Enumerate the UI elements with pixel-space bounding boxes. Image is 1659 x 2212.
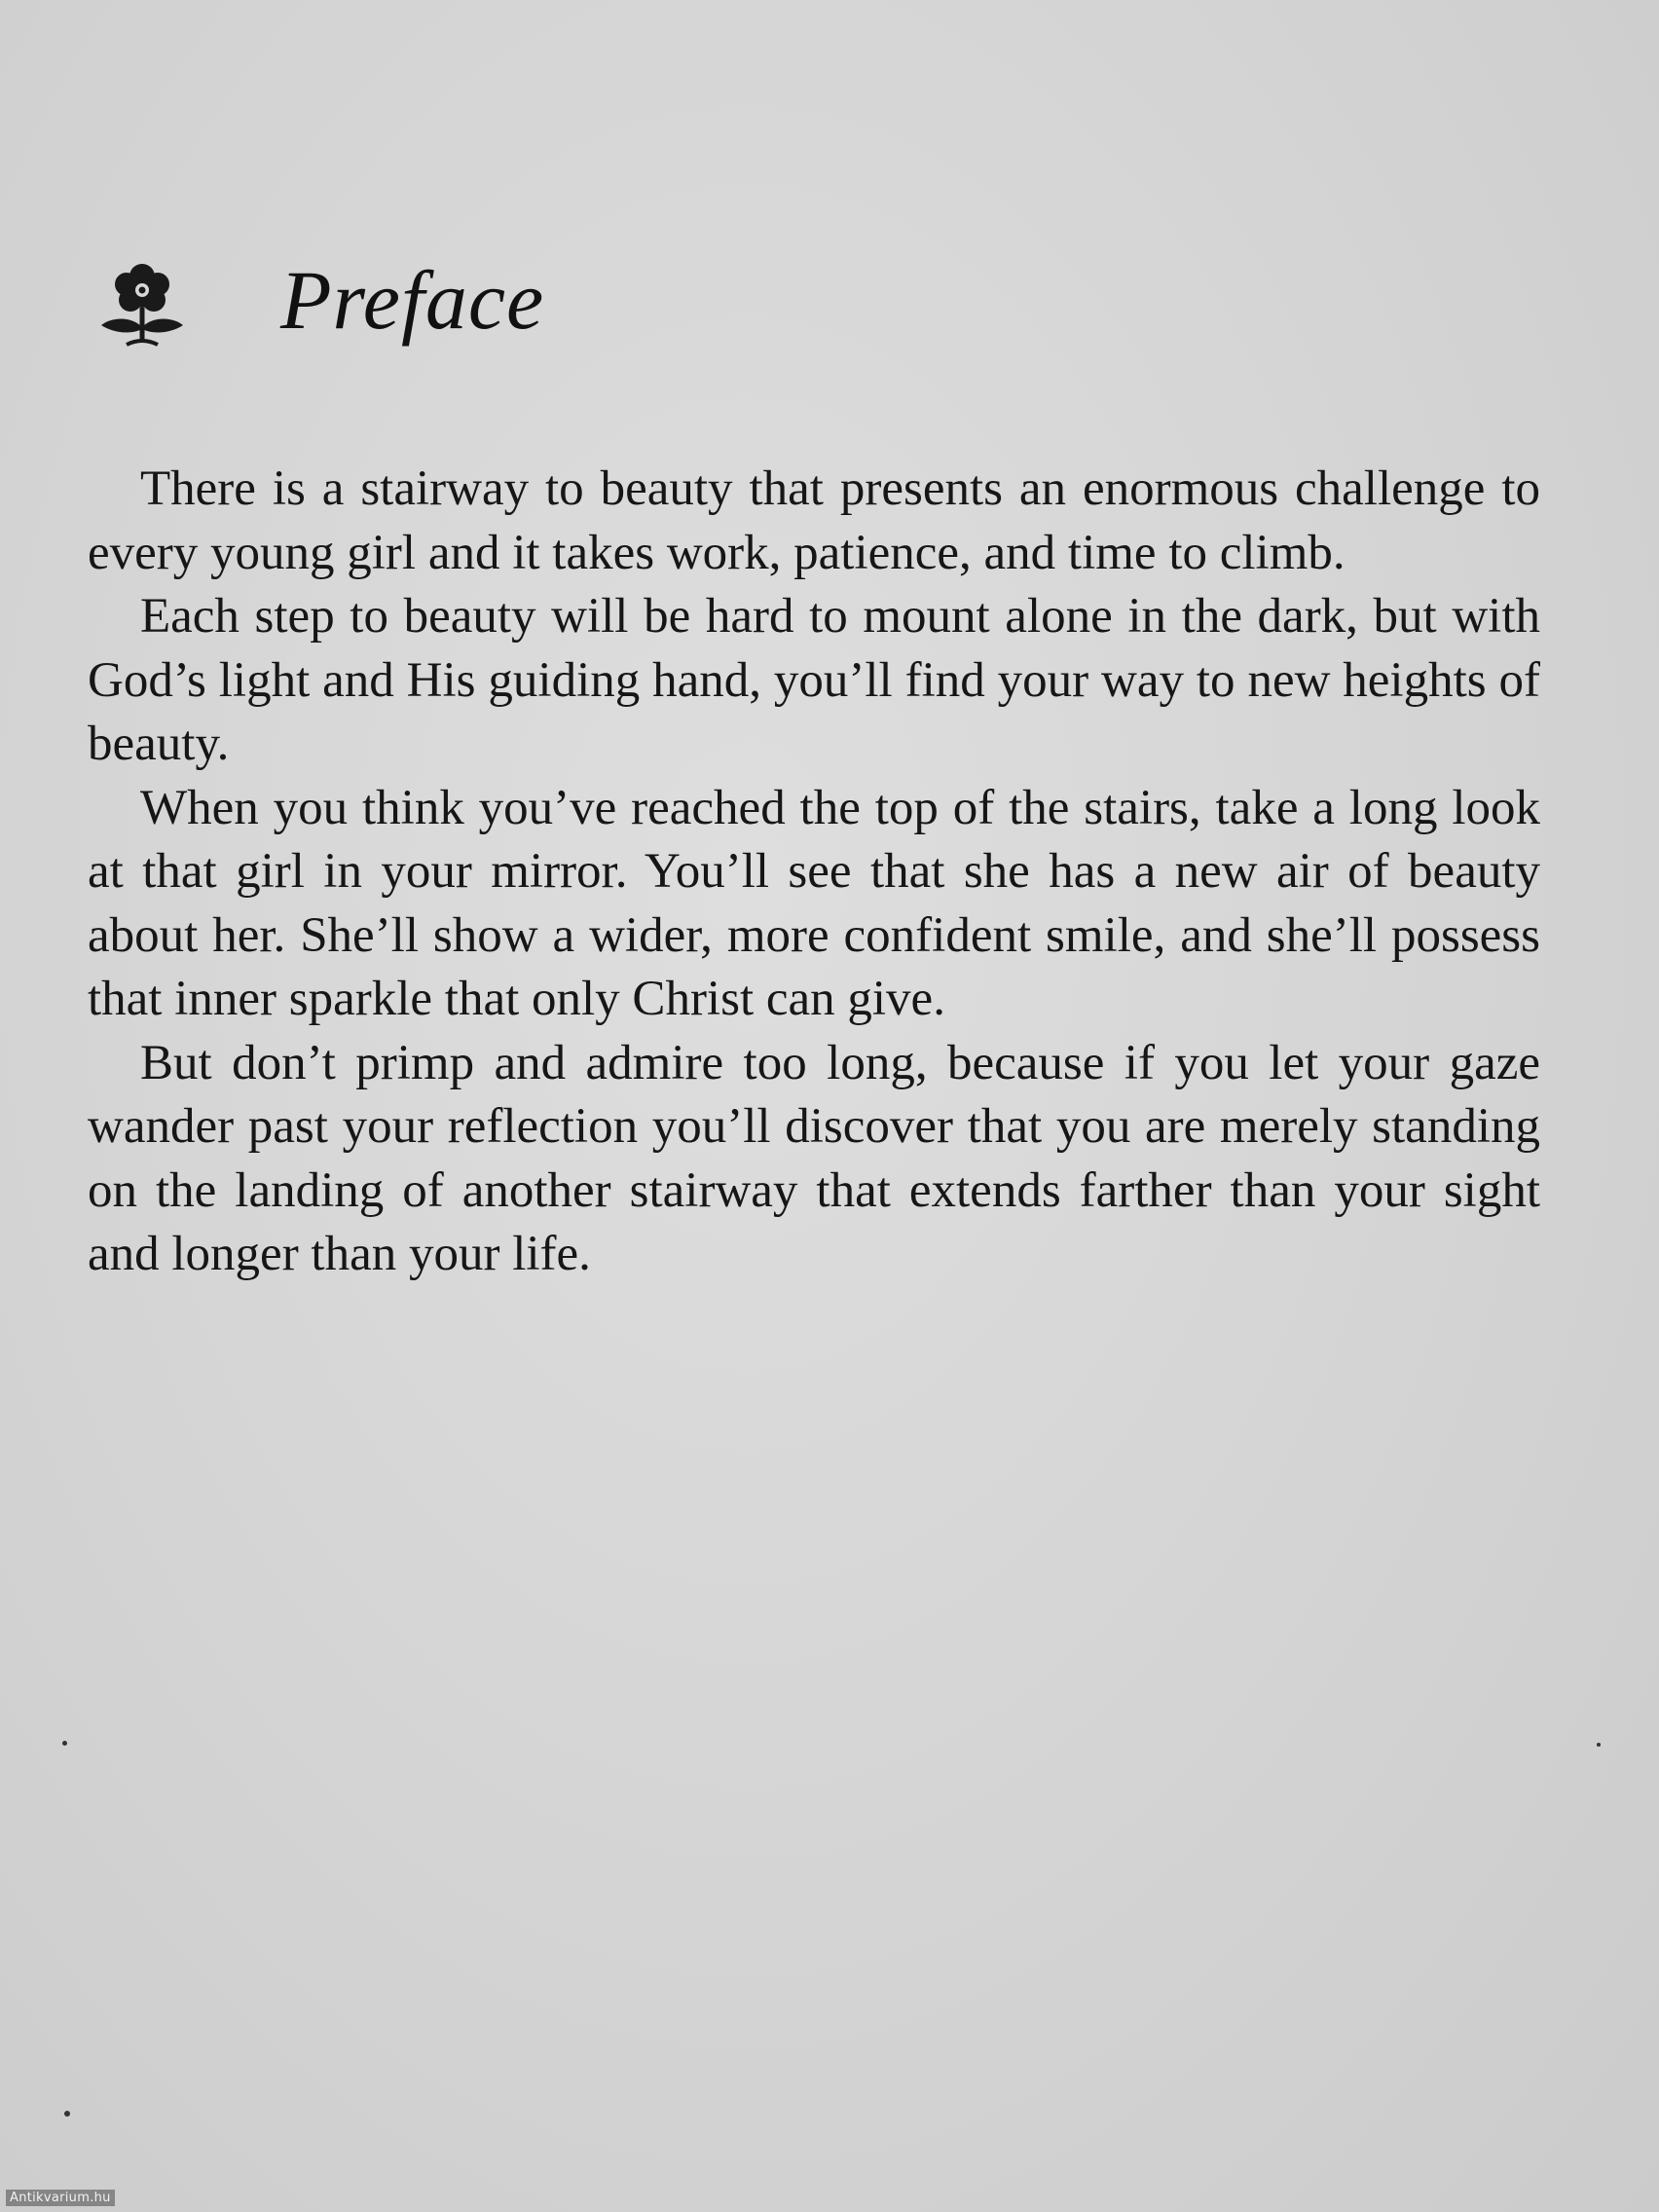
- paragraph-3: When you think you’ve reached the top of the stairs, take a long look at that girl in your mirror. You’ll see that she has a new air of beauty about her. She’ll show a wider, more confident smile, and she’ll possess that inner sparkle that only Christ can give.: [88, 780, 1540, 1026]
- page-title: Preface: [280, 253, 545, 347]
- dust-speck: [62, 1741, 67, 1746]
- paragraph-1: There is a stairway to beauty that presents an enormous challenge to every young girl and it takes work, patience, and time to climb.: [88, 461, 1540, 580]
- paragraph-2: Each step to beauty will be hard to mount alone in the dark, but with God’s light and His guiding hand, you’ll find your way to new heights of beauty.: [88, 589, 1540, 771]
- paragraph-4: But don’t primp and admire too long, because if you let your gaze wander past your reflection you’ll discover that you are merely standing on the landing of another stairway that extends farther than your sight and longer than your life.: [88, 1035, 1540, 1281]
- watermark: Antikvarium.hu: [6, 2190, 115, 2206]
- flower-icon: [97, 255, 187, 349]
- dust-speck: [1597, 1743, 1601, 1747]
- dust-speck: [64, 2111, 70, 2117]
- preface-body: [88, 458, 1540, 1287]
